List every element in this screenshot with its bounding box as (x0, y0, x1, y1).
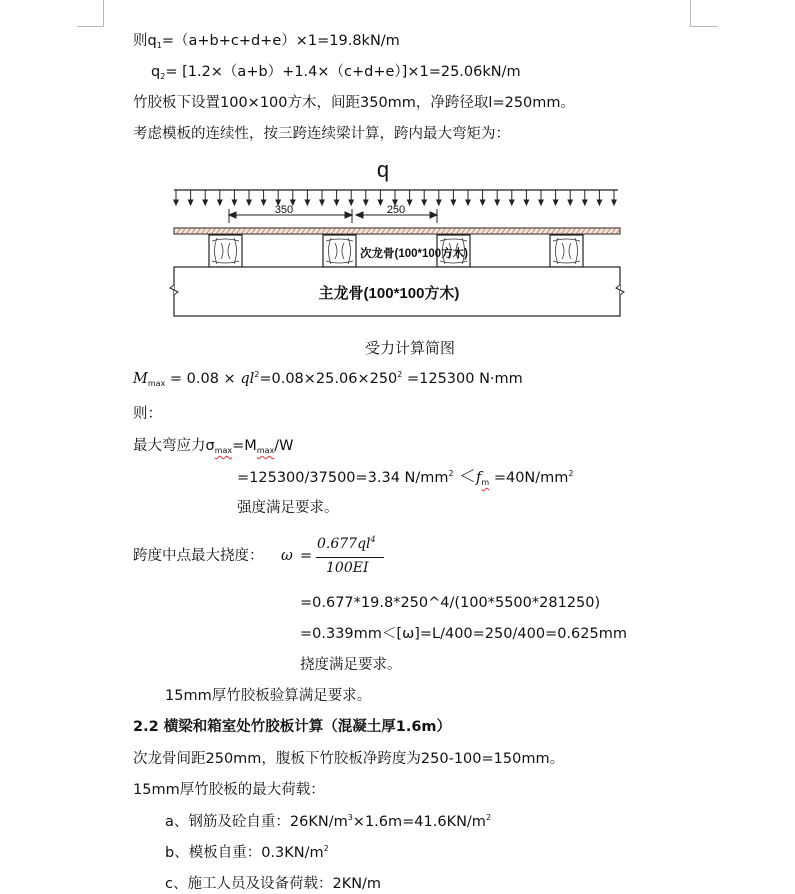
fm-symbol: f (476, 470, 482, 486)
load-arrow (451, 190, 455, 205)
main-joist-label: 主龙骨(100*100方木) (318, 285, 460, 302)
load-arrow (203, 190, 207, 205)
load-q-label: q (376, 157, 390, 182)
formwork-board (174, 228, 621, 234)
load-arrow (364, 190, 368, 205)
formula-sigma-value (237, 467, 574, 490)
load-arrow (393, 190, 397, 205)
secondary-batten (323, 235, 356, 267)
mmax-exponent: 2 (254, 370, 260, 379)
strength-ok: 强度满足要求。 (237, 500, 339, 516)
load-arrow (568, 190, 572, 205)
load-diagram (160, 155, 635, 325)
load-arrow (583, 190, 587, 205)
figure-caption: 受力计算简图 (365, 339, 456, 357)
formula-mmax (133, 369, 523, 391)
distributed-load-arrows (174, 190, 616, 205)
secondary-batten (550, 235, 583, 267)
load-a-exponent: 3 (347, 813, 353, 822)
mmax-subscript: max (147, 379, 166, 388)
load-arrow (553, 190, 557, 205)
load-item-a (165, 812, 491, 834)
load-b-text: b、模板自重：0.3KN/m (165, 845, 324, 861)
mmax-substitution-exponent: 2 (397, 370, 403, 379)
load-arrow (276, 190, 280, 205)
formula-sigma (133, 436, 293, 458)
fm-unit-exponent: 2 (568, 469, 574, 478)
mmax-coefficient: = 0.08 × (165, 371, 241, 387)
load-arrow (539, 190, 543, 205)
sigma-subscript: max (214, 446, 233, 455)
load-arrow (422, 190, 426, 205)
load-arrow (174, 190, 178, 205)
mmax-ql: ql (240, 371, 255, 387)
dimension-350-label: 350 (274, 204, 294, 216)
mmax-result: =125300 N·mm (402, 371, 523, 387)
deflection-calc-2: =0.339mm＜[ω]=L/400=250/400=0.625mm (300, 626, 627, 642)
fraction-numerator (317, 536, 376, 552)
page-corner-mark-top-left (77, 0, 104, 27)
formula-q1 (133, 31, 400, 53)
load-arrow (407, 190, 411, 205)
sigma-m: =M (232, 438, 257, 454)
load-arrow (320, 190, 324, 205)
load-arrow (218, 190, 222, 205)
fraction-denominator: 100EI (326, 560, 369, 576)
paragraph-max-load: 15mm厚竹胶板的最大荷载： (133, 782, 325, 798)
load-arrow (188, 190, 192, 205)
section-heading: 2.2 横梁和箱室处竹胶板计算（混凝土厚1.6m） (133, 719, 452, 735)
load-a-result: ×1.6m=41.6KN/m (352, 814, 486, 830)
sigma-over-w: /W (274, 438, 294, 454)
load-arrow (349, 190, 353, 205)
load-arrow (612, 190, 616, 205)
text-then: 则： (133, 406, 162, 422)
formula-q2 (151, 62, 521, 84)
load-arrow (378, 190, 382, 205)
load-arrow (597, 190, 601, 205)
secondary-batten-label: 次龙骨(100*100方木) (360, 248, 469, 260)
q1-symbol: 则q (133, 33, 157, 49)
load-a-result-exponent: 2 (485, 813, 492, 822)
q2-symbol: q (151, 64, 161, 80)
page-corner-mark-top-right (690, 0, 717, 27)
equals-sign: = (300, 548, 313, 564)
load-arrow (247, 190, 251, 205)
numerator-exponent: 4 (370, 535, 376, 544)
sigma-label: 最大弯应力σ (133, 438, 215, 454)
load-arrow (291, 190, 295, 205)
deflection-label: 跨度中点最大挠度： (133, 548, 264, 564)
load-arrow (524, 190, 528, 205)
secondary-batten (209, 235, 242, 267)
deflection-calc-1: =0.677*19.8*250^4/(100*5500*281250) (300, 595, 601, 611)
load-item-b (165, 843, 329, 865)
load-item-c: c、施工人员及设备荷载：2KN/m (165, 876, 382, 892)
paragraph-batten-setup: 竹胶板下设置100×100方木，间距350mm，净跨径取l=250mm。 (133, 95, 576, 111)
load-arrow (232, 190, 236, 205)
sigma-value: =125300/37500=3.34 N/mm (237, 470, 449, 486)
load-arrow (480, 190, 484, 205)
load-arrow (305, 190, 309, 205)
q2-subscript: 2 (160, 72, 166, 81)
q2-expression: = [1.2×（a+b）+1.4×（c+d+e）]×1=25.06kN/m (165, 64, 521, 80)
paragraph-secondary-spacing: 次龙骨间距250mm，腹板下竹胶板净跨度为250-100=150mm。 (133, 751, 565, 767)
sigma-unit-exponent: 2 (448, 469, 454, 478)
mmax-symbol: M (133, 371, 148, 387)
paragraph-continuous-beam: 考虑模板的连续性，按三跨连续梁计算，跨内最大弯矩为： (133, 126, 510, 142)
load-arrow (510, 190, 514, 205)
less-than-sign: ＜ (453, 467, 477, 487)
omega-symbol: ω (281, 548, 293, 564)
mmax-substitution: =0.08×25.06×250 (259, 371, 398, 387)
load-b-exponent: 2 (323, 844, 329, 853)
fraction-bar (316, 557, 384, 558)
load-arrow (261, 190, 265, 205)
load-arrow (495, 190, 499, 205)
deflection-ok: 挠度满足要求。 (300, 657, 402, 673)
q1-subscript: 1 (156, 41, 162, 50)
q1-expression: =（a+b+c+d+e）×1=19.8kN/m (161, 33, 400, 49)
fm-subscript: m (481, 478, 490, 487)
dimension-250-label: 250 (386, 204, 406, 216)
numerator-text: 0.677ql (317, 536, 371, 552)
board-check-ok: 15mm厚竹胶板验算满足要求。 (165, 688, 372, 704)
load-a-text: a、钢筋及砼自重：26KN/m (165, 814, 348, 830)
fm-value: =40N/mm (489, 470, 569, 486)
load-arrow (466, 190, 470, 205)
load-arrow (437, 190, 441, 205)
load-arrow (334, 190, 338, 205)
m-subscript: max (256, 446, 275, 455)
